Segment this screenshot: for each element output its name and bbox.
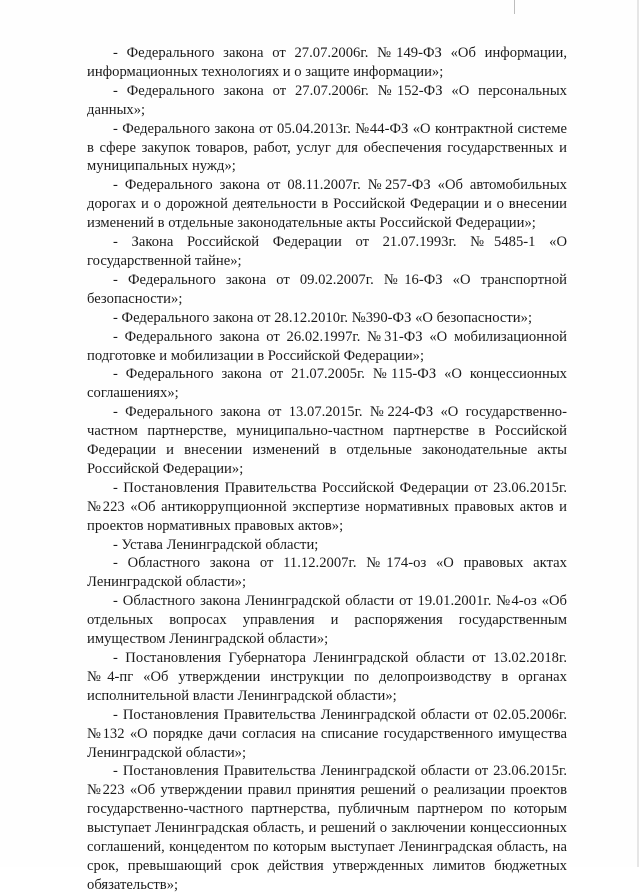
list-item: - Федерального закона от 26.02.1997г. №31-ФЗ «О мобилизационной подготовке и мобилизации в Российской Федерации»; [87,328,567,364]
list-item: - Постановления Правительства Российской Федерации от 23.06.2015г. №223 «Об антикоррупционной экспертизе нормативных правовых актов и проектов нормативных правовых актов»; [87,479,567,534]
list-item: - Федерального закона от 27.07.2006г. №152-ФЗ «О персональных данных»; [87,82,567,118]
list-item: - Федерального закона от 08.11.2007г. №257-ФЗ «Об автомобильных дорогах и о дорожной деятельности в Российской Федерации и о внесении изменений в отдельные законодательные акты Российской Федерации»; [87,177,567,232]
list-item: - Постановления Правительства Ленинградской области от 02.05.2006г. №132 «О порядке дачи согласия на списание государственного имущества Ленинградской области»; [87,706,567,761]
document-body [87,44,567,895]
list-item: - Федерального закона от 28.12.2010г. №390-ФЗ «О безопасности»; [113,309,533,326]
list-item: - Федерального закона от 13.07.2015г. №224-ФЗ «О государственно-частном партнерстве, муниципально-частном партнерстве в Российской Федерации и внесении изменений в отдельные законодательные акты Российской Федерации»; [87,404,567,477]
list-item: - Устава Ленинградской области; [113,536,319,553]
list-item: - Федерального закона от 09.02.2007г. №16-ФЗ «О транспортной безопасности»; [87,271,567,307]
list-item: - Федерального закона от 27.07.2006г. №149-ФЗ «Об информации, информационных технологиях и о защите информации»; [87,45,567,80]
list-item: - Федерального закона от 21.07.2005г. №115-ФЗ «О концессионных соглашениях»; [87,366,567,402]
list-item: - Федерального закона от 05.04.2013г. №44-ФЗ «О контрактной системе в сфере закупок товаров, работ, услуг для обеспечения государственных и муниципальных нужд»; [87,120,567,175]
list-item: - Областного закона от 11.12.2007г. №174-оз «О правовых актах Ленинградской области»; [87,555,567,591]
list-item: - Областного закона Ленинградской области от 19.01.2001г. №4-оз «Об отдельных вопросах управления и распоряжения государственным имуществом Ленинградской области»; [87,593,567,648]
list-item: - Постановления Правительства Ленинградской области от 23.06.2015г. №223 «Об утверждении правил принятия решений о реализации проектов государственно-частного партнерства, публичным партнером по которым выступает Ленинградская область, и решений о заключении концессионных соглашений, концедентом по которым выступает Ленинградская область, на срок, превышающий срок действия утвержденных лимитов бюджетных обязательств»; [87,763,567,893]
scan-mark [514,0,515,14]
list-item: - Постановления Губернатора Ленинградской области от 13.02.2018г. №4-пг «Об утверждении инструкции по делопроизводству в органах исполнительной власти Ленинградской области»; [87,650,567,704]
list-item: - Закона Российской Федерации от 21.07.1993г. №5485-1 «О государственной тайне»; [87,234,567,269]
